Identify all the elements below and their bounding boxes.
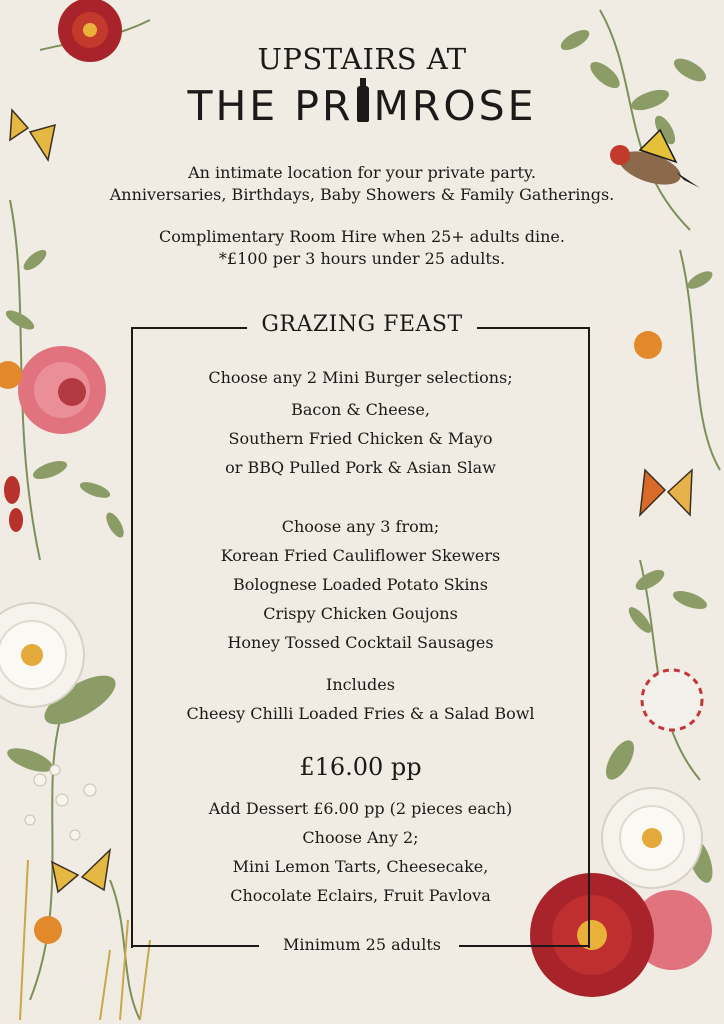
- pink-flower-left: [18, 346, 106, 434]
- dessert-section: [131, 794, 590, 910]
- room-hire-text: [0, 226, 724, 270]
- dessert-item: Mini Lemon Tarts, Cheesecake,: [232, 857, 489, 876]
- carnation-right: [642, 670, 702, 730]
- burger-item: or BBQ Pulled Pork & Asian Slaw: [225, 458, 496, 477]
- small-white-flowers: [25, 765, 96, 840]
- menu-title: [0, 312, 724, 337]
- red-buds-left: [4, 476, 23, 532]
- dessert-item: Chocolate Eclairs, Fruit Pavlova: [230, 886, 491, 905]
- hire-line-2: *£100 per 3 hours under 25 adults.: [218, 249, 506, 268]
- burger-item: Southern Fried Chicken & Mayo: [228, 429, 493, 448]
- dessert-line: Add Dessert £6.00 pp (2 pieces each): [208, 799, 513, 818]
- brand-subtitle: UPSTAIRS AT: [257, 42, 467, 76]
- choose-three-section: [131, 512, 590, 657]
- brand-title-suffix: MROSE: [373, 82, 537, 130]
- brand-title: [0, 82, 724, 130]
- choose-three-item: Crispy Chicken Goujons: [263, 604, 458, 623]
- includes-item: Cheesy Chilli Loaded Fries & a Salad Bowl: [186, 704, 535, 723]
- burger-section: [131, 364, 590, 392]
- minimum-adults-note: Minimum 25 adults: [283, 935, 441, 954]
- choose-three-item: Bolognese Loaded Potato Skins: [233, 575, 488, 594]
- intro-line-1: An intimate location for your private party.: [188, 163, 536, 182]
- intro-line-2: Anniversaries, Birthdays, Baby Showers & Family Gatherings.: [109, 185, 615, 204]
- hire-line-1: Complimentary Room Hire when 25+ adults dine.: [159, 227, 565, 246]
- choose-three-item: Korean Fried Cauliflower Skewers: [220, 546, 501, 565]
- white-dahlia-right: [602, 788, 702, 888]
- burger-heading: Choose any 2 Mini Burger selections;: [208, 368, 513, 387]
- intro-text: [0, 162, 724, 206]
- choose-three-heading: Choose any 3 from;: [281, 517, 440, 536]
- butterfly-orange-right: [640, 470, 692, 515]
- menu-title-text: GRAZING FEAST: [247, 312, 476, 337]
- price: £16.00 pp: [299, 753, 422, 781]
- bottle-icon: [357, 86, 369, 122]
- burger-item: Bacon & Cheese,: [291, 400, 430, 419]
- butterfly-yellow-bottom-left: [52, 850, 110, 892]
- burger-list: [131, 395, 590, 482]
- choose-three-item: Honey Tossed Cocktail Sausages: [227, 633, 494, 652]
- includes-section: [131, 670, 590, 728]
- includes-heading: Includes: [326, 675, 395, 694]
- dessert-choose: Choose Any 2;: [302, 828, 419, 847]
- brand-title-prefix: THE PR: [187, 82, 354, 130]
